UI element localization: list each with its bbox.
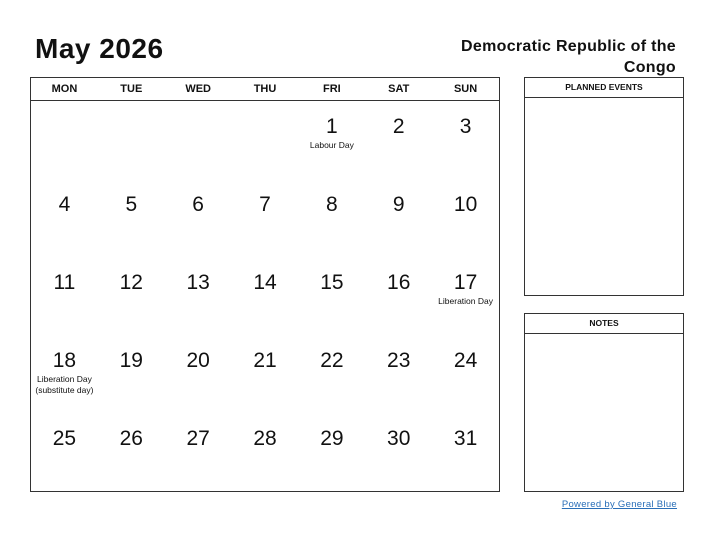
day-cell [298, 257, 365, 335]
day-number: 15 [320, 271, 344, 294]
day-cell [98, 413, 165, 491]
day-cell [31, 413, 98, 491]
powered-by-link[interactable]: Powered by General Blue [561, 499, 677, 510]
day-number: 24 [453, 349, 478, 372]
holiday-label: Liberation Day (substitute day) [35, 374, 94, 395]
day-number: 22 [320, 349, 344, 372]
day-number: 5 [125, 193, 138, 216]
weekday-wed: WED [185, 83, 211, 95]
day-number: 30 [387, 427, 411, 450]
day-number: 23 [387, 349, 411, 372]
day-cell [232, 335, 299, 413]
day-cell [98, 335, 165, 413]
day-cell [98, 101, 165, 179]
day-number: 7 [259, 193, 271, 216]
weekday-thu: THU [253, 83, 277, 95]
day-number: 31 [453, 427, 478, 450]
calendar-week-row [31, 257, 499, 335]
day-cell [165, 413, 232, 491]
day-number: 27 [186, 427, 210, 450]
day-number: 16 [387, 271, 411, 294]
day-cell [232, 101, 299, 179]
day-cell [165, 101, 232, 179]
day-number: 20 [186, 349, 210, 372]
day-cell [165, 335, 232, 413]
weekday-header [31, 78, 499, 101]
day-cell [31, 179, 98, 257]
day-cell [432, 413, 499, 491]
day-cell [432, 179, 499, 257]
holiday-label: Liberation Day [438, 296, 493, 306]
day-cell [298, 413, 365, 491]
day-number: 4 [58, 193, 71, 216]
day-number: 6 [192, 193, 204, 216]
day-cell [432, 335, 499, 413]
day-number: 3 [459, 115, 472, 138]
day-number: 21 [253, 349, 277, 372]
day-cell [232, 413, 299, 491]
holiday-label: Labour Day [309, 140, 354, 150]
notes-heading: NOTES [525, 314, 683, 334]
weekday-sun: SUN [453, 83, 478, 95]
weekday-sat: SAT [388, 83, 410, 95]
day-number: 11 [53, 271, 76, 294]
day-number: 26 [119, 427, 143, 450]
calendar-week-row [31, 179, 499, 257]
calendar-grid [30, 77, 500, 492]
day-cell [232, 179, 299, 257]
day-cell [365, 257, 432, 335]
day-cell [298, 179, 365, 257]
calendar-week-row [31, 413, 499, 491]
day-cell [298, 335, 365, 413]
day-number: 29 [320, 427, 344, 450]
day-cell [165, 257, 232, 335]
country-name: Democratic Republic of the Congo [461, 38, 676, 76]
day-number: 28 [253, 427, 277, 450]
weekday-fri: FRI [323, 83, 341, 95]
day-number: 1 [326, 115, 338, 138]
page-title: May 2026 [35, 33, 164, 64]
day-cell [31, 257, 98, 335]
day-number: 13 [186, 271, 210, 294]
day-cell [432, 101, 499, 179]
day-cell [165, 179, 232, 257]
calendar-week-row [31, 335, 499, 413]
day-cell [98, 179, 165, 257]
day-number: 2 [392, 115, 405, 138]
day-cell [365, 101, 432, 179]
day-cell [232, 257, 299, 335]
day-number: 12 [119, 271, 143, 294]
day-cell [31, 101, 98, 179]
day-cell [365, 335, 432, 413]
calendar-weeks [31, 101, 499, 491]
planned-events-panel [524, 77, 684, 296]
weekday-mon: MON [51, 83, 78, 95]
day-cell [365, 413, 432, 491]
day-number: 14 [253, 271, 277, 294]
day-cell [298, 101, 365, 179]
day-number: 25 [52, 427, 77, 450]
day-number: 17 [453, 271, 478, 294]
weekday-tue: TUE [120, 83, 143, 95]
day-cell [31, 335, 98, 413]
day-number: 18 [52, 349, 77, 372]
day-number: 10 [453, 193, 478, 216]
planned-events-heading: PLANNED EVENTS [525, 78, 683, 98]
day-number: 8 [326, 193, 338, 216]
notes-panel [524, 313, 684, 492]
day-cell [365, 179, 432, 257]
calendar-week-row [31, 101, 499, 179]
day-cell [432, 257, 499, 335]
day-number: 19 [119, 349, 143, 372]
day-number: 9 [392, 193, 405, 216]
day-cell [98, 257, 165, 335]
